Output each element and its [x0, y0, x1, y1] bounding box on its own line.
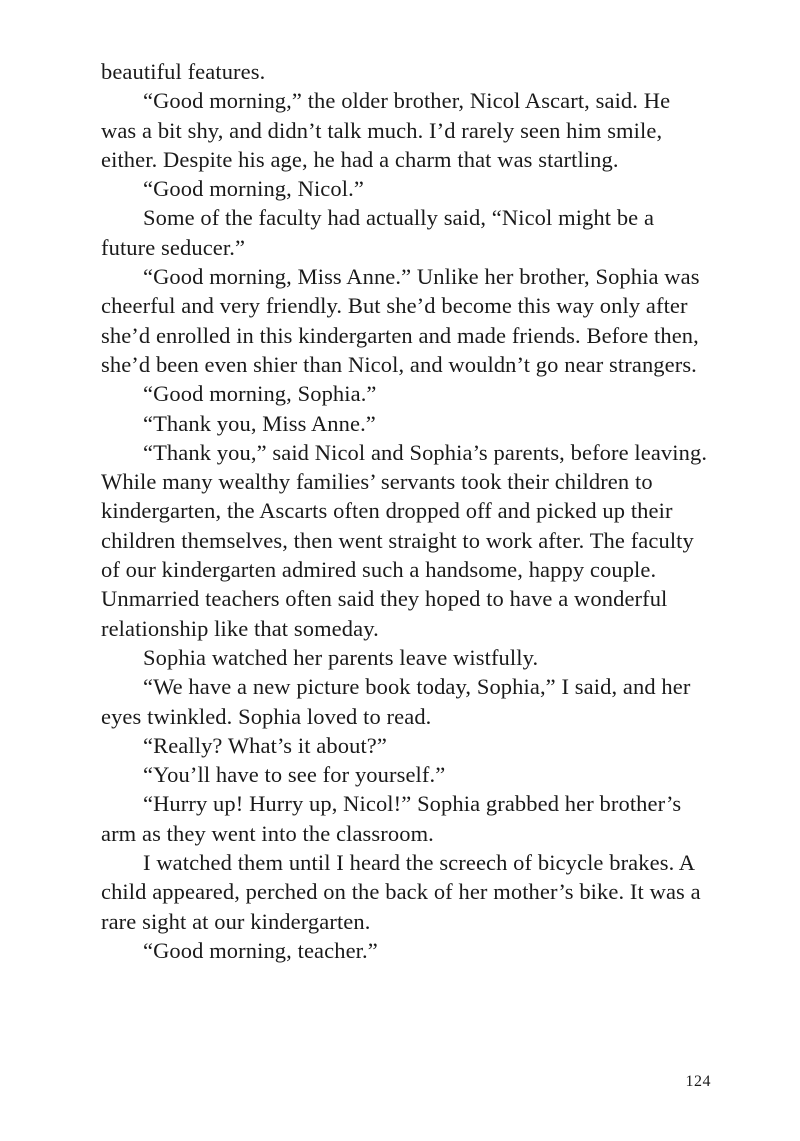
paragraph: “Good morning,” the older brother, Nicol Ascart, said. He was a bit shy, and didn’t talk much. I’d rarely seen him smile, either. Despite his age, he had a charm that was startling.: [101, 88, 671, 172]
paragraph: “Good morning, Sophia.”: [143, 381, 377, 407]
paragraph: “Hurry up! Hurry up, Nicol!” Sophia grabbed her brother’s arm as they went into the classroom.: [101, 791, 682, 846]
paragraph: “Thank you,” said Nicol and Sophia’s parents, before leaving. While many wealthy families’ servants took their children to kindergarten, the Ascarts often dropped off and picked up their children themselves, then went straight to work after. The faculty of our kindergarten admired such a handsome, happy couple. Unmarried teachers often said they hoped to have a wonderful relationship like that someday.: [101, 439, 708, 641]
paragraph: “Thank you, Miss Anne.”: [143, 410, 376, 436]
paragraph: “We have a new picture book today, Sophia,” I said, and her eyes twinkled. Sophia loved to read.: [101, 674, 691, 729]
paragraph: “Good morning, teacher.”: [143, 937, 378, 963]
paragraph: beautiful features.: [101, 59, 266, 84]
paragraph: I watched them until I heard the screech of bicycle brakes. A child appeared, perched on the back of her mother’s bike. It was a rare sight at our kindergarten.: [101, 850, 701, 934]
paragraph: Sophia watched her parents leave wistfully.: [143, 644, 539, 670]
paragraph: “You’ll have to see for yourself.”: [143, 762, 446, 788]
paragraph: “Really? What’s it about?”: [143, 732, 387, 758]
page-number: 124: [685, 1073, 711, 1090]
paragraph: Some of the faculty had actually said, “Nicol might be a future seducer.”: [101, 205, 655, 260]
body-text: [101, 57, 711, 965]
paragraph: “Good morning, Nicol.”: [143, 176, 364, 202]
paragraph: “Good morning, Miss Anne.” Unlike her brother, Sophia was cheerful and very friendly. But she’d become this way only after she’d enrolled in this kindergarten and made friends. Before then, she’d been even shier than Nicol, and wouldn’t go near strangers.: [101, 264, 700, 377]
